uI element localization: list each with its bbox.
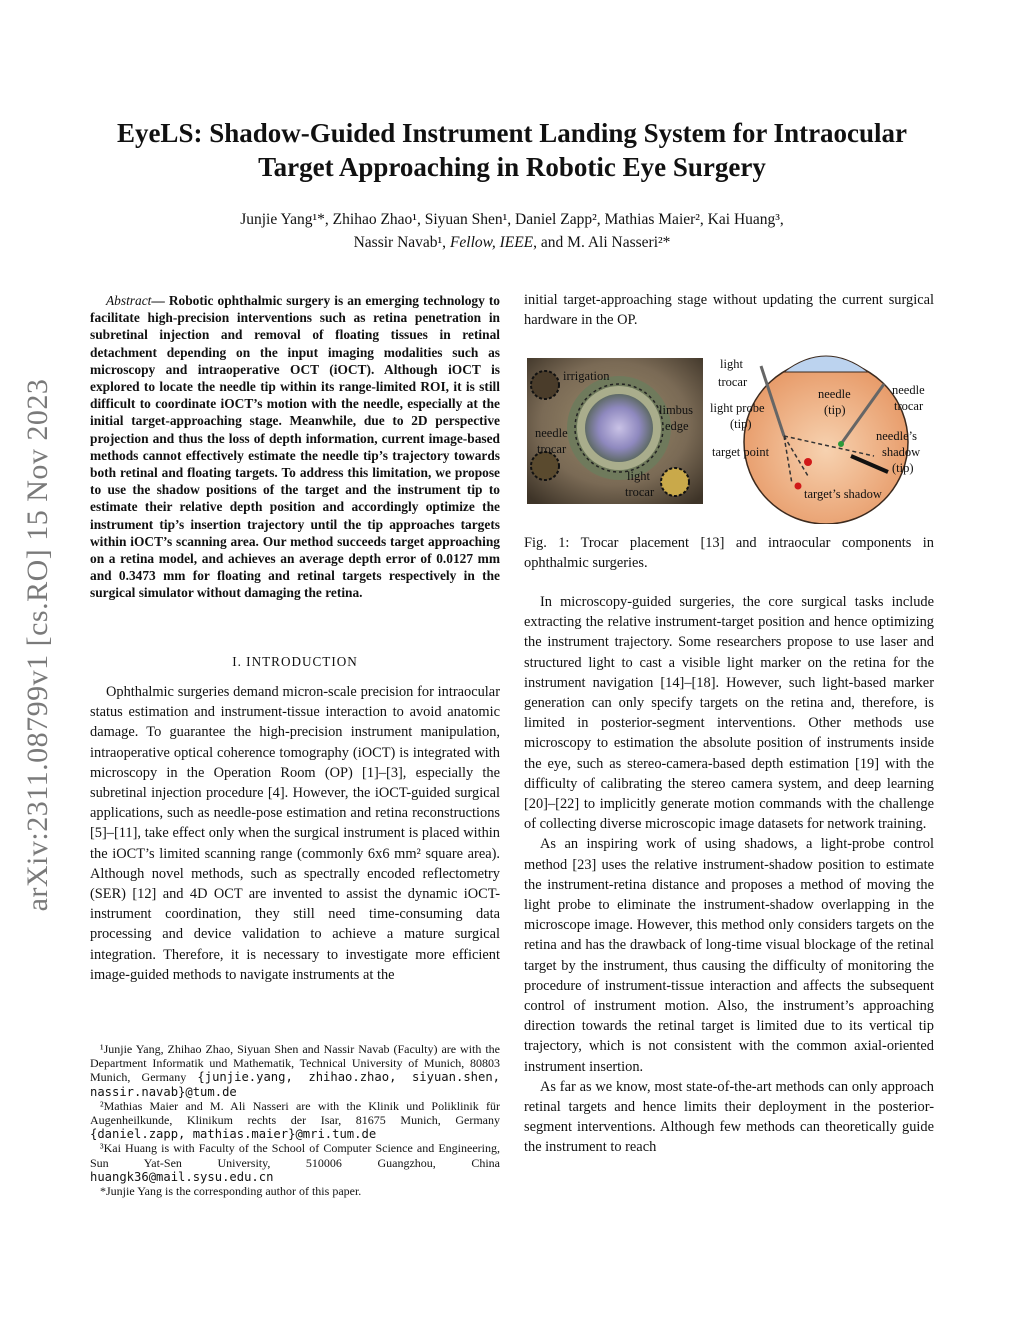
cornea: [784, 356, 868, 372]
authors-line-1: Junjie Yang¹*, Zhihao Zhao¹, Siyuan Shen¹, Daniel Zapp², Mathias Maier², Kai Huang³,: [240, 211, 784, 228]
diagram-label-needle: needle: [818, 387, 851, 401]
needle-trocar: [531, 452, 559, 480]
diagram-label-target-point: target point: [712, 445, 770, 459]
footnote-3: ³Kai Huang is with Faculty of the School of Computer Science and Engineering, Sun Yat-Sen University, 510006 Guangzhou, China huangk36@mail.sysu.edu.cn: [90, 1141, 500, 1184]
title-line-2: Target Approaching in Robotic Eye Surgery: [258, 152, 766, 182]
label-trocar: trocar: [537, 442, 567, 456]
diagram-label-trocar: trocar: [718, 375, 748, 389]
continued-paragraph: initial target-approaching stage without updating the current surgical hardware in the OP.: [524, 292, 934, 329]
paper-title: [90, 116, 934, 184]
label-light: light: [627, 469, 650, 483]
diagram-label-needles-shadow-1: needle’s: [876, 429, 917, 443]
footnotes: [90, 1042, 500, 1198]
label-limbus: limbus: [659, 403, 694, 417]
label-edge: edge: [665, 419, 689, 433]
target-shadow-marker: [795, 483, 802, 490]
footnote-1-email: {junjie.yang, zhihao.zhao, siyuan.shen, nassir.navab}@tum.de: [90, 1070, 501, 1099]
abstract-label: Abstract: [106, 293, 152, 308]
author-list: [90, 208, 934, 254]
light-trocar: [661, 468, 689, 496]
irrigation-trocar: [531, 371, 559, 399]
intro-body: [90, 682, 500, 985]
abstract-text: — Robotic ophthalmic surgery is an emerging technology to facilitate high-precision interventions such as retina penetration in subretinal injection and removal of floating tissues in retinal detachment depending on the input imaging modalities such as microscopy and intraoperative OCT (iOCT). Although iOCT is explored to locate the needle tip within its range-limited ROI, it is still difficult to coordinate iOCT’s motion with the needle, especially at the initial target-approaching stage. Meanwhile, due to 2D perspective projection and thus the loss of depth information, current image-based methods cannot effectively estimate the needle tip’s trajectory towards both retinal and floating targets. To address this limitation, we propose to use the shadow positions of the target and the instrument tip to estimate their relative depth position and accordingly optimize the instrument tip’s insertion trajectory until the tip approaches targets within iOCT’s scanning area. Our method succeeds target approaching on a retina model, and achieves an average depth error of 0.0127 mm and 0.3473 mm for floating and retinal targets respectively in the surgical simulator without damaging the retina.: [90, 293, 500, 601]
title-line-1: EyeLS: Shadow-Guided Instrument Landing System for Intraocular: [116, 118, 908, 148]
figure-caption: Fig. 1: Trocar placement [13] and intraocular components in ophthalmic surgeries.: [524, 535, 934, 572]
diagram-label-light: light: [720, 357, 743, 371]
diagram-label-light-probe: light probe: [710, 401, 765, 415]
arxiv-id: arXiv:2311.08799v1 [cs.RO] 15 Nov 2023: [21, 378, 54, 912]
pupil: [585, 394, 653, 462]
diagram-label-targets-shadow: target’s shadow: [804, 487, 882, 501]
diagram-label-needles-shadow-2: shadow: [882, 445, 921, 459]
label-needle: needle: [535, 426, 568, 440]
intro-paragraph: Ophthalmic surgeries demand micron-scale precision for intraocular status estimation and instrument-tissue interaction to avoid anatomic damage. To guarantee the high-precision instrument manipulation, intraoperative optical coherence tomography (iOCT) is integrated with microscopy in the Operation Room (OP) [1]–[3], especially the subretinal injection procedure [4]. However, the iOCT-guided surgical applications, such as needle-pose estimation and retina reconstructions [5]–[11], take effect only when the surgical instrument is placed within the iOCT’s limited scanning range (commonly 6x6 mm² square area). Although novel methods, such as spectrally encoded reflectometry (SER) [12] and 4D OCT are invented to assist the dynamic iOCT-instrument coordination, they still need time-consuming data processing and device validation to achieve a mature surgical integration. Therefore, it is necessary to investigate more efficient image-guided methods to navigate instruments at the: [90, 684, 500, 983]
footnote-2: ²Mathias Maier and M. Ali Nasseri are with the Klinik und Poliklinik für Augenheilkunde, Klinikum rechts der Isar, 81675 Munich, Germany {daniel.zapp, mathias.maier}@mri.tum.de: [90, 1098, 500, 1142]
diagram-label-needle-trocar-1: needle: [892, 383, 925, 397]
paragraph-shadows: As an inspiring work of using shadows, a light-probe control method [23] uses the relative instrument-shadow position to estimate the instrument-retina distance and proposes a method of moving the light probe to eliminate the instrument-shadow overlapping in the microscope image. However, this method only considers targets on the retina and has the drawback of long-time visual blockage of the retinal target by the instrument, thus causing the difficulty of monitoring the procedure of instrument-tissue interaction and affects the subsequent control of instrument motion. Also, the instrument’s approaching direction towards the retinal target is limited due to its vertical tip trajectory, which is not consistent with the common axial-oriented instrument insertion.: [524, 836, 934, 1075]
footnote-1: ¹Junjie Yang, Zhihao Zhao, Siyuan Shen and Nassir Navab (Faculty) are with the Department Informatik und Mathematik, Technical University of Munich, 80803 Munich, Germany {junjie.yang, zhihao.zhao, siyuan.shen, nassir.navab}@tum.de: [90, 1042, 501, 1099]
label-irrigation: irrigation: [563, 369, 610, 383]
label-light-trocar: trocar: [625, 485, 655, 499]
diagram-label-needle-tip: (tip): [824, 403, 846, 417]
abstract: [90, 292, 500, 602]
section-heading: I. INTRODUCTION: [232, 654, 358, 669]
right-column-top: [524, 290, 934, 330]
diagram-label-needles-shadow-3: (tip): [892, 461, 914, 475]
diagram-label-needle-trocar-2: trocar: [894, 399, 924, 413]
authors-line-2: Nassir Navab¹, Fellow, IEEE, and M. Ali Nasseri²*: [353, 234, 671, 251]
figure-photo: [527, 358, 703, 504]
figure-eye-diagram: [706, 344, 938, 524]
right-column-body: [524, 592, 934, 1158]
footnote-2-email: {daniel.zapp, mathias.maier}@mri.tum.de: [90, 1127, 377, 1142]
footnote-3-email: huangk36@mail.sysu.edu.cn: [90, 1169, 274, 1184]
needle-tip: [838, 441, 844, 447]
arxiv-sidebar-stamp: [14, 345, 62, 945]
diagram-label-light-probe-tip: (tip): [730, 417, 752, 431]
target-point-marker: [804, 458, 812, 466]
paragraph-microscopy: In microscopy-guided surgeries, the core surgical tasks include extracting the relative instrument-target position and hence optimizing the instrument trajectory. Some researchers propose to use laser and structured light to cast a visible light marker on the retina for the instrument navigation [14]–[18]. However, such light-based marker generation can only specify targets on the retina and, therefore, is limited in posterior-segment interventions. Other methods use microscopy to estimation the absolute position of instruments inside the eye, such as stereo-camera-based depth estimation [19] with the difficulty of calibrating the stereo camera system, and deep learning [20]–[22] to implicitly generate motion commands with the challenge of collecting diverse microscopic image datasets for network training.: [524, 594, 934, 833]
footnote-4: *Junjie Yang is the corresponding author of this paper.: [100, 1184, 362, 1199]
paragraph-state-of-art: As far as we know, most state-of-the-art methods can only approach retinal targets and hence limits their deployment in the posterior-segment interventions. Although few methods can theoretically guide the instrument to reach: [524, 1078, 934, 1156]
